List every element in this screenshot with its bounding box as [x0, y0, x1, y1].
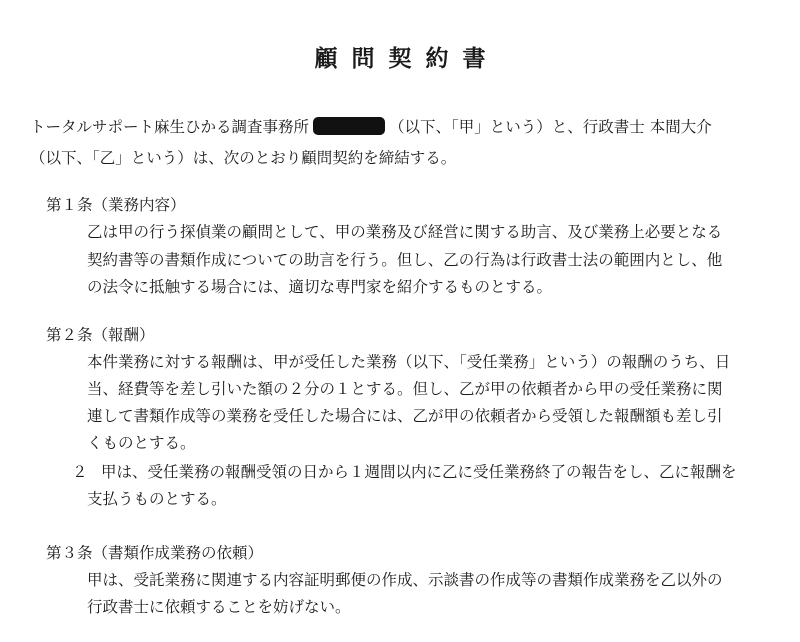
article-2-line: 連して書類作成等の業務を受任した場合には、乙が甲の依頼者から受領した報酬額も差し引 — [87, 407, 723, 425]
document-title: 顧問契約書 — [314, 45, 500, 72]
article-1-heading: 第１条（業務内容） — [46, 196, 186, 214]
article-2-line: 当、経費等を差し引いた額の２分の１とする。但し、乙が甲の依頼者から甲の受任業務に関 — [87, 380, 723, 398]
intro-party-name: トータルサポート麻生ひかる調査事務所 — [30, 118, 310, 136]
article-1-line: の法令に抵触する場合には、適切な専門家を紹介するものとする。 — [87, 278, 553, 296]
article-2-heading: 第２条（報酬） — [46, 326, 155, 344]
article-3-heading: 第３条（書類作成業務の依頼） — [46, 544, 264, 562]
article-2-line: くものとする。 — [87, 434, 196, 452]
article-1-line: 契約書等の書類作成についての助言を行う。但し、乙の行為は行政書士法の範囲内とし、他 — [87, 251, 723, 269]
intro-party-tail: （以下、「甲」という）と、行政書士 本間大介 — [389, 118, 712, 136]
article-3-line: 甲は、受託業務に関連する内容証明郵便の作成、示談書の作成等の書類作成業務を乙以外の — [87, 571, 723, 589]
article-1-line: 乙は甲の行う探偵業の顧問として、甲の業務及び経営に関する助言、及び業務上必要となる — [87, 223, 723, 241]
article-2-paragraph-line: 支払うものとする。 — [87, 490, 227, 508]
article-2-paragraph-line: 甲は、受任業務の報酬受領の日から１週間以内に乙に受任業務終了の報告をし、乙に報酬を — [101, 463, 737, 481]
intro-line-2: （以下、「乙」という）は、次のとおり顧問契約を締結する。 — [30, 149, 457, 167]
redaction-mark — [313, 117, 385, 135]
intro-line-1 — [30, 117, 712, 137]
article-2-paragraph-number: ２ — [72, 463, 88, 481]
article-3-line: 行政書士に依頼することを妨げない。 — [87, 598, 351, 616]
article-2-line: 本件業務に対する報酬は、甲が受任した業務（以下、「受任業務」という）の報酬のうち、日 — [87, 353, 731, 371]
